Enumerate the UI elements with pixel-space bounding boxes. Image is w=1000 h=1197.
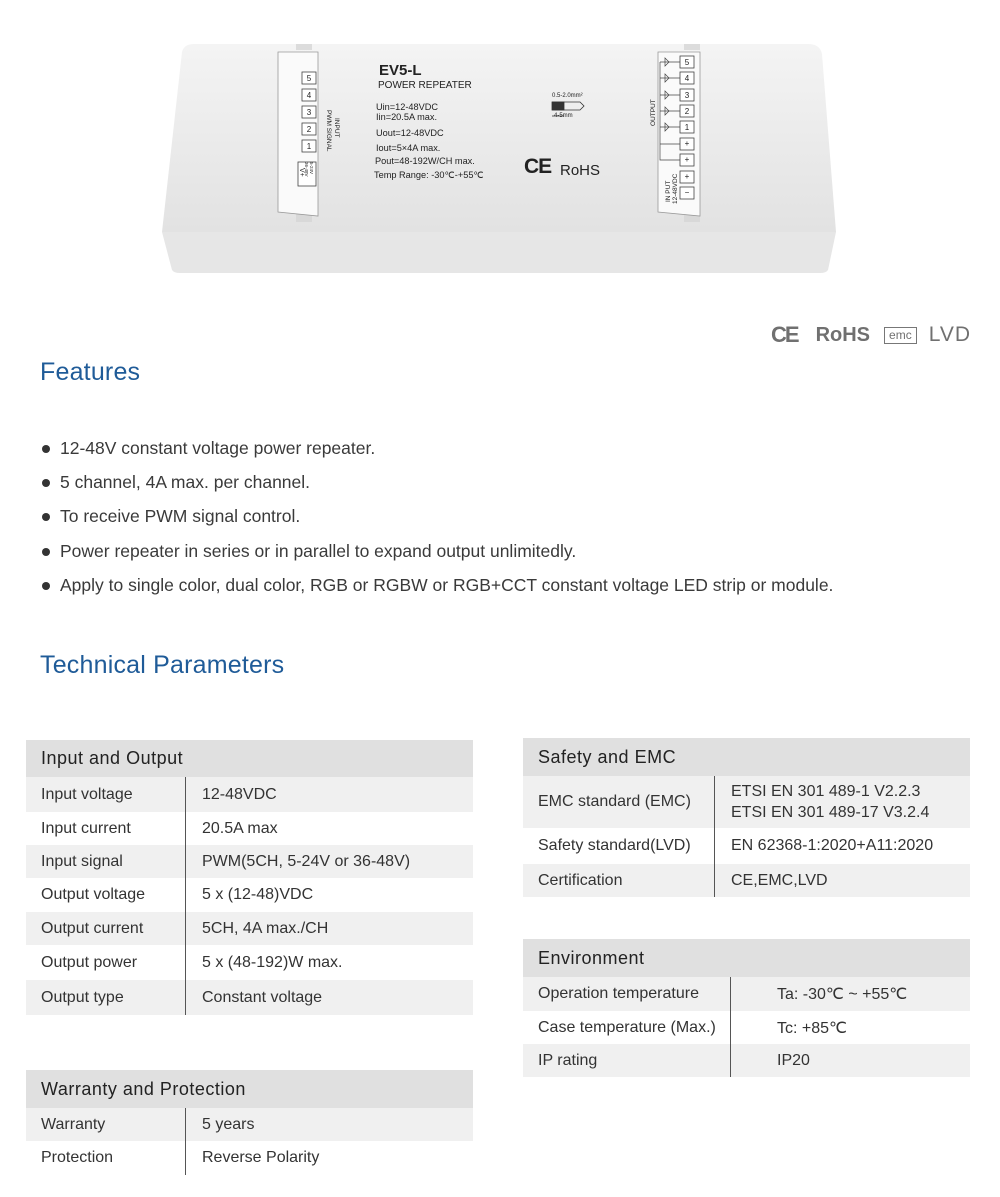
rohs-logo: RoHS [815,323,871,346]
table-title: Environment [523,939,970,977]
table-row [523,1044,970,1077]
output-terminal-4: 4 [684,74,690,83]
row-value: 5 x (48-192)W max. [202,953,343,971]
output-terminal-3: 3 [684,91,690,100]
input-output-table [26,740,473,1015]
row-value: 12-48VDC [202,785,277,803]
row-label: Input voltage [26,777,186,812]
certification-row [771,322,971,348]
bullet-icon [42,513,50,521]
list-item [40,539,833,573]
lvd-logo: LVD [928,323,971,346]
table-row [26,777,473,812]
table-row [26,912,473,945]
bullet-icon [42,479,50,487]
row-label: Output current [26,912,186,945]
row-value: PWM(5CH, 5-24V or 36-48V) [202,852,411,870]
row-label: Protection [26,1141,186,1175]
row-label: Output power [26,945,186,980]
table-row [523,1011,970,1044]
safety-emc-table [523,738,970,897]
feature-text: To receive PWM signal control. [60,506,301,527]
table-row [523,828,970,864]
input-terminal-2: 2 [306,125,312,134]
emc-standard-1: ETSI EN 301 489-1 V2.2.3 [731,783,921,800]
row-value: Reverse Polarity [202,1149,320,1166]
row-label: Case temperature (Max.) [523,1011,731,1044]
row-value: CE,EMC,LVD [731,871,828,889]
device-body [160,44,838,274]
table-row [26,812,473,845]
feature-list [40,436,833,607]
bullet-icon [42,548,50,556]
row-label: IP rating [523,1044,731,1077]
row-label: Input current [26,812,186,845]
table-title: Safety and EMC [523,738,970,776]
feature-text: Power repeater in series or in parallel to expand output unlimitedly. [60,540,577,561]
row-value: EN 62368-1:2020+A11:2020 [731,837,934,854]
table-row [26,945,473,980]
input-vplus: V+ [298,168,305,177]
device-ce-mark: CE [524,155,552,178]
feature-text: 12-48V constant voltage power repeater. [60,438,376,458]
output-terminal-5: 5 [684,58,690,67]
output-terminal-2: 2 [684,107,690,116]
row-value: 20.5A max [202,819,278,837]
device-model: EV5-L [379,62,422,79]
device-spec-temp: Temp Range: -30℃-+55℃ [374,170,484,180]
table-row [26,878,473,912]
row-value: Ta: -30℃ ~ +55℃ [777,986,908,1003]
table-row [26,980,473,1015]
power-terminal-plus: + [684,172,690,181]
output-terminal-1: 1 [684,123,690,132]
input-terminal-1: 1 [306,142,312,151]
strip-length-label: 4-5mm [554,113,573,119]
row-label: Certification [523,864,715,897]
power-input-label-2: 12-48VDC [672,173,679,204]
list-item [40,470,833,504]
table-row [26,1108,473,1141]
table-title: Input and Output [26,740,473,777]
device-spec-uout: Uout=12-48VDC [376,128,444,138]
table-row [523,776,970,828]
power-input-label-1: IN PUT [665,180,672,202]
warranty-table [26,1070,473,1175]
bullet-icon [42,582,50,590]
feature-text: 5 channel, 4A max. per channel. [60,472,311,493]
device-spec-iout: Iout=5×4A max. [376,143,441,153]
technical-heading: Technical Parameters [40,651,285,679]
device-rohs-mark: RoHS [560,162,601,179]
device-spec-pout: Pout=48-192W/CH max. [375,156,475,166]
wire-gauge-label: 0.5-2.0mm² [552,93,583,99]
list-item [40,436,833,470]
row-value: 5CH, 4A max./CH [202,919,329,937]
input-range-a: 5-24V [309,162,314,175]
ce-logo: CE [771,322,798,347]
environment-table [523,939,970,1077]
device-subtitle: POWER REPEATER [378,80,472,91]
input-terminal-3: 3 [306,108,312,117]
row-label: Output type [26,980,186,1015]
device-spec-uin: Uin=12-48VDC [376,102,439,112]
emc-standard-2: ETSI EN 301 489-17 V3.2.4 [731,804,930,821]
row-label: Output voltage [26,878,186,912]
features-heading: Features [40,358,141,386]
list-item [40,573,833,607]
row-label: Input signal [26,845,186,878]
row-value: IP20 [777,1051,810,1069]
list-item [40,504,833,538]
input-signal-label-2: PWM SIGNAL [325,110,332,152]
output-label: OUTPUT [650,99,657,126]
power-terminal-minus: − [684,188,690,197]
emc-logo: emc [884,327,917,344]
feature-text: Apply to single color, dual color, RGB or RGBW or RGB+CCT constant voltage LED strip or module. [60,574,834,595]
table-row [523,977,970,1011]
row-value: 5 x (12-48)VDC [202,886,314,903]
row-value [715,776,929,828]
table-row [26,845,473,878]
row-label: Operation temperature [523,977,731,1011]
device-spec-iin: Iin=20.5A max. [376,112,438,122]
row-value: Tc: +85℃ [777,1019,847,1037]
row-label: Safety standard(LVD) [523,828,715,864]
table-title: Warranty and Protection [26,1070,473,1108]
bullet-icon [42,445,50,453]
input-signal-label-1: INPUT [333,118,340,138]
output-terminal-plus-b: + [684,155,690,164]
row-value: Constant voltage [202,988,323,1006]
table-row [523,864,970,897]
product-image [160,44,838,274]
input-range-b: 36-48V [304,162,309,177]
row-value: 5 years [202,1115,255,1133]
row-label: EMC standard (EMC) [523,776,715,828]
table-row [26,1141,473,1175]
input-terminal-5: 5 [306,74,312,83]
input-terminal-4: 4 [306,91,312,100]
output-terminal-plus-a: + [684,139,690,148]
row-label: Warranty [26,1108,186,1141]
